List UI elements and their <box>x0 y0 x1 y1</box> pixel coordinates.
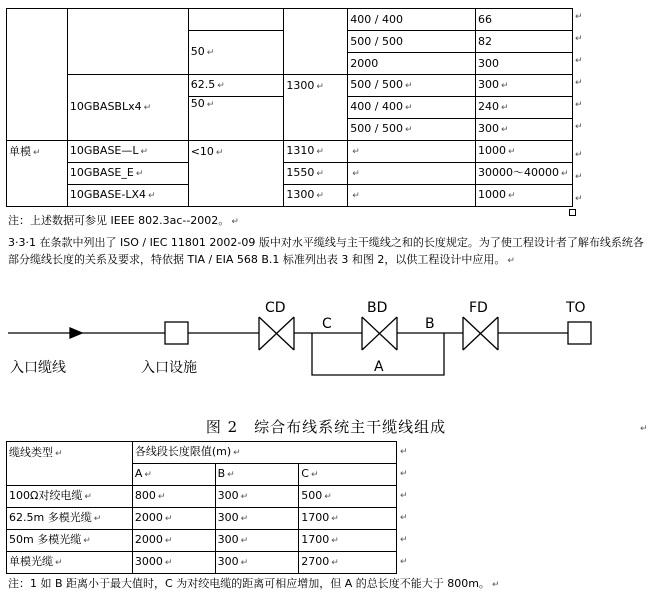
entry-facility-label: 入口设施 <box>141 360 197 376</box>
table-cell: 1000 ↵ <box>475 141 572 163</box>
segment-a-label: A <box>374 359 384 375</box>
table-cell: <10 ↵ <box>188 141 284 207</box>
table-cell: 50 ↵ <box>188 31 284 75</box>
segment-c-label: C <box>322 316 332 332</box>
row-end-mark: ↵ <box>575 122 583 132</box>
table-cell: 2000 ↵ <box>132 508 215 530</box>
row-end-mark: ↵ <box>400 535 408 545</box>
table-cell: 单模光缆 ↵ <box>7 552 133 574</box>
table-cell: 240 ↵ <box>475 97 572 119</box>
table-cell: 各线段长度限值(m) ↵ <box>132 442 396 464</box>
table-row <box>7 9 573 31</box>
table-cell: 50m 多模光缆 ↵ <box>7 530 133 552</box>
table-cell: 500 / 500 ↵ <box>348 75 476 97</box>
row-end-mark: ↵ <box>575 150 583 160</box>
table-cell: 300 ↵ <box>215 530 299 552</box>
table-cell <box>188 9 284 31</box>
table-cell: ↵ <box>348 163 476 185</box>
table-cell: 10GBASE-LX4 ↵ <box>67 185 188 207</box>
row-end-mark: ↵ <box>575 78 583 88</box>
table-cell: 66 <box>475 9 572 31</box>
table-cell: ↵ <box>348 141 476 163</box>
row-end-mark: ↵ <box>575 172 583 182</box>
row-end-mark: ↵ <box>575 12 583 22</box>
table-row <box>7 75 573 97</box>
table-cell: C ↵ <box>299 464 397 486</box>
body-paragraph: 3·3·1 在条款中列出了 ISO / IEC 11801 2002-09 版中对水平缆线与主干缆线之和的长度规定。为了使工程设计者了解布线系统各部分缆线长度的关系及要求，特依据 TIA / EIA 568 B.1 标准列出表 3 和图 2，以供工程设计中应用。 ↵ <box>8 236 644 266</box>
table-row <box>7 141 573 163</box>
table-cell: 1700 ↵ <box>299 508 397 530</box>
cd-cross-connect-icon <box>259 317 294 350</box>
cd-label: CD <box>265 300 286 316</box>
row-end-mark: ↵ <box>400 557 408 567</box>
table-cell: ↵ <box>348 185 476 207</box>
table-cell: 62.5m 多模光缆 ↵ <box>7 508 133 530</box>
figure-caption: 图 2 综合布线系统主干缆线组成 <box>205 418 447 436</box>
entry-cable-label: 入口缆线 <box>10 360 66 376</box>
row-end-mark: ↵ <box>400 491 408 501</box>
table-cell <box>284 9 348 75</box>
table-cell: 50 ↵ <box>188 97 284 141</box>
table-note: 注：上述数据可参见 IEEE 802.3ac--2002。 ↵ <box>8 214 239 227</box>
table-row <box>7 163 573 185</box>
table-cell: 2000 <box>348 53 476 75</box>
row-end-mark: ↵ <box>575 194 583 204</box>
table-cell: A ↵ <box>132 464 215 486</box>
table-cell: 单模 ↵ <box>7 141 68 207</box>
table-cell: 10GBASBLx4 ↵ <box>67 75 188 141</box>
fd-label: FD <box>469 300 488 316</box>
table-cell: 1300 ↵ <box>284 75 348 141</box>
telecom-outlet-box <box>568 322 591 344</box>
table-cell: 82 <box>475 31 572 53</box>
fd-cross-connect-icon <box>463 317 498 350</box>
row-end-mark: ↵ <box>400 469 408 479</box>
table-row <box>7 185 573 207</box>
table-cell: 300 ↵ <box>215 552 299 574</box>
table-cell: 1310 ↵ <box>284 141 348 163</box>
table-cell: 500 / 500 <box>348 31 476 53</box>
table-cell: 2700 ↵ <box>299 552 397 574</box>
table-cell: B ↵ <box>215 464 299 486</box>
row-end-mark: ↵ <box>575 100 583 110</box>
entry-facility-box <box>165 322 188 344</box>
table-row <box>7 508 397 530</box>
backbone-diagram <box>0 298 652 398</box>
table-row <box>7 486 397 508</box>
table-row <box>7 552 397 574</box>
to-label: TO <box>566 300 586 316</box>
bd-cross-connect-icon <box>362 317 397 350</box>
table-cell: 400 / 400 ↵ <box>348 97 476 119</box>
segment-b-label: B <box>425 316 435 332</box>
table-cell: 10GBASE_E ↵ <box>67 163 188 185</box>
table-row <box>7 442 397 464</box>
table-cell: 1700 ↵ <box>299 530 397 552</box>
table-cell <box>67 9 188 75</box>
table-resize-handle[interactable] <box>569 209 576 216</box>
table-cell: 30000～40000 ↵ <box>475 163 572 185</box>
table-cell: 300 ↵ <box>215 508 299 530</box>
table-cell: 300 ↵ <box>475 119 572 141</box>
table-cell: 500 / 500 ↵ <box>348 119 476 141</box>
table-cell: 1300 ↵ <box>284 185 348 207</box>
table-cell: 300 ↵ <box>475 75 572 97</box>
backbone-length-table <box>6 441 397 574</box>
table-cell: 100Ω对绞电缆 ↵ <box>7 486 133 508</box>
row-end-mark: ↵ <box>575 34 583 44</box>
table-cell: 500 ↵ <box>299 486 397 508</box>
table-cell: 1550 ↵ <box>284 163 348 185</box>
table-cell: 400 / 400 <box>348 9 476 31</box>
table-cell: 3000 ↵ <box>132 552 215 574</box>
table-cell: 62.5 ↵ <box>188 75 284 97</box>
row-end-mark: ↵ <box>400 447 408 457</box>
table-cell: 300 ↵ <box>215 486 299 508</box>
table-row <box>7 530 397 552</box>
table-cell: 缆线类型 ↵ <box>7 442 133 486</box>
table-note: 注：1 如 B 距离小于最大值时，C 为对绞电缆的距离可相应增加，但 A 的总长度不能大于 800m。 ↵ <box>8 577 500 590</box>
table-cell: 300 <box>475 53 572 75</box>
table-cell: 2000 ↵ <box>132 530 215 552</box>
arrow-icon <box>70 328 82 338</box>
table-cell <box>7 9 68 141</box>
table-cell: 800 ↵ <box>132 486 215 508</box>
table-cell: 1000 ↵ <box>475 185 572 207</box>
row-end-mark: ↵ <box>400 513 408 523</box>
fiber-length-table <box>6 8 573 207</box>
row-end-mark: ↵ <box>575 56 583 66</box>
bd-label: BD <box>367 300 388 316</box>
paragraph-mark: ↵ <box>640 424 648 434</box>
table-cell: 10GBASE—L ↵ <box>67 141 188 163</box>
